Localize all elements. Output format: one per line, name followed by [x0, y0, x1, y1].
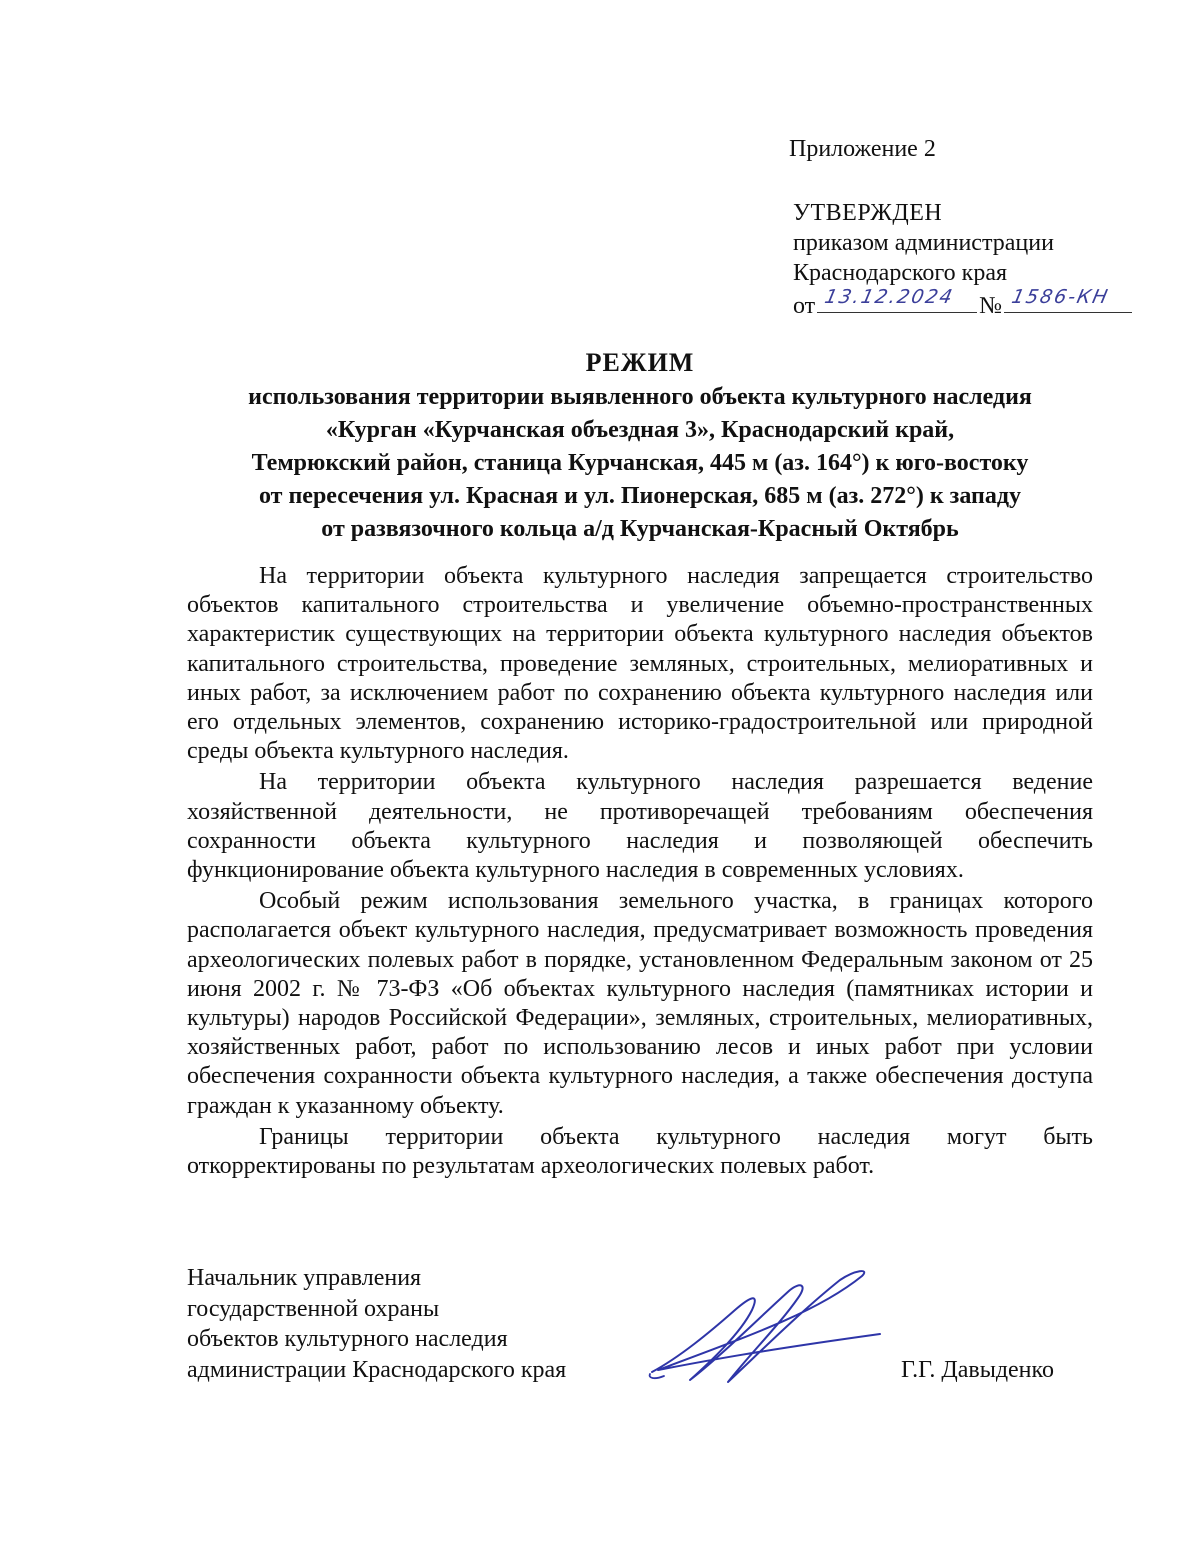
signatory-position: [187, 1263, 566, 1385]
signer-name: Г.Г. Давыденко: [901, 1357, 1054, 1383]
title-line-5: от развязочного кольца а/д Курчанская-Красный Октябрь: [321, 516, 959, 542]
approval-stamp: [793, 198, 1134, 321]
approval-line-1: приказом администрации: [793, 230, 1054, 256]
paragraph-prohibitions: На территории объекта культурного наследия запрещается строительство объектов капитального строительства и увеличение объемно-пространственных характеристик существующих на территории объекта культурного наследия объектов капитального строительства, проведение земляных, строительных, мелиоративных и иных работ, за исключением работ по сохранению объекта культурного наследия или его отдельных элементов, сохранению историко-градостроительной или природной среды объекта культурного наследия.: [187, 563, 1093, 765]
handwritten-date: 13.12.2024: [822, 286, 957, 308]
position-line-2: государственной охраны: [187, 1295, 440, 1322]
paragraph-permissions: На территории объекта культурного наследия разрешается ведение хозяйственной деятельности, не противоречащей требованиям обеспечения сохранности объекта культурного наследия и позволяющей обеспечить функционирование объекта культурного наследия в современных условиях.: [187, 769, 1093, 884]
number-blank: [1004, 288, 1132, 313]
approval-date-line: [793, 288, 1134, 321]
handwritten-number: 1586-КН: [1009, 286, 1112, 308]
handwritten-signature: [640, 1262, 890, 1412]
paragraph-boundaries: Границы территории объекта культурного наследия могут быть откорректированы по результатам археологических полевых работ.: [187, 1123, 1093, 1180]
document-title: РЕЖИМ: [585, 348, 695, 377]
paragraph-special-regime: Особый режим использования земельного участка, в границах которого располагается объект культурного наследия, предусматривает возможность проведения археологических полевых работ в порядке, установленном Федеральным законом от 25 июня 2002 г. № 73-ФЗ «Об объектах культурного наследия (памятниках истории и культуры) народов Российской Федерации», земляных, строительных, мелиоративных, хозяйственных работ, работ по использованию лесов и иных работ при условии обеспечения сохранности объекта культурного наследия, а также обеспечения доступа граждан к указанному объекту.: [187, 888, 1093, 1119]
signature-stroke: [652, 1271, 880, 1382]
approval-line-2: Краснодарского края: [793, 260, 1008, 286]
date-blank: [817, 288, 977, 313]
number-prefix: №: [979, 293, 1003, 319]
document-title-block: [160, 346, 1120, 546]
title-line-4: от пересечения ул. Красная и ул. Пионерская, 685 м (аз. 272°) к западу: [259, 483, 1021, 509]
title-line-2: «Курган «Курчанская объездная 3», Краснодарский край,: [325, 417, 955, 443]
date-prefix: от: [793, 293, 816, 319]
approved-label: УТВЕРЖДЕН: [793, 200, 943, 226]
title-line-1: использования территории выявленного объекта культурного наследия: [248, 384, 1032, 410]
position-line-3: объектов культурного наследия: [187, 1326, 508, 1352]
appendix-label: Приложение 2: [789, 136, 936, 162]
position-line-1: Начальник управления: [187, 1265, 422, 1291]
title-line-3: Темрюкский район, станица Курчанская, 445 м (аз. 164°) к юго-востоку: [251, 450, 1029, 476]
signature-underline: [650, 1374, 664, 1378]
document-body: [187, 562, 1093, 1181]
position-line-4: администрации Краснодарского края: [187, 1356, 567, 1383]
